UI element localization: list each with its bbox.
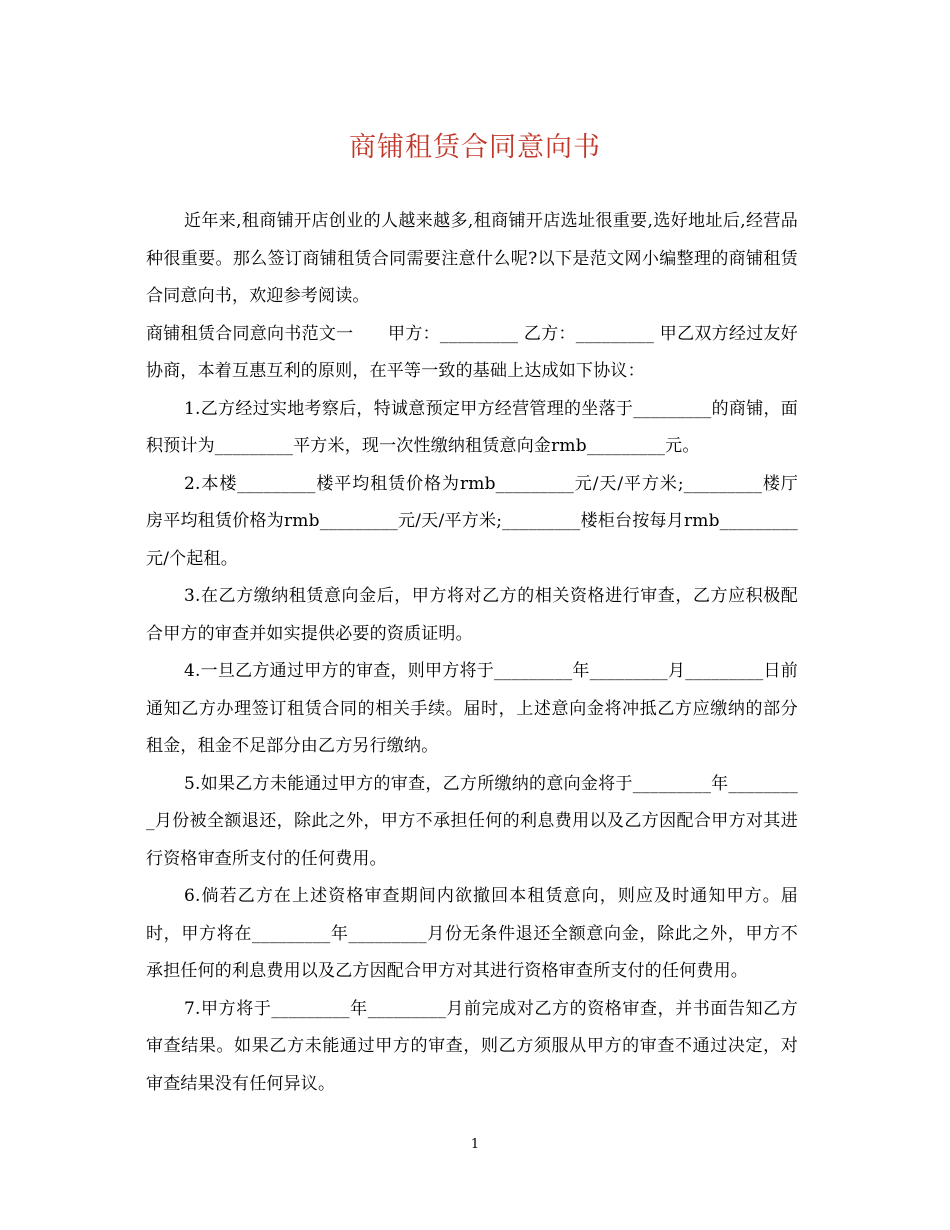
clause-7: 7.甲方将于_________年_________月前完成对乙方的资格审查，并书面告知乙方审查结果。如果乙方未能通过甲方的审查，则乙方须服从甲方的审查不通过决定，对审查结果没有任何异议。 (146, 998, 798, 1094)
document-body (146, 203, 798, 1103)
clause-2: 2.本楼_________楼平均租赁价格为rmb_________元/天/平方米;_________楼厅房平均租赁价格为rmb_________元/天/平方米;_________楼柜台按每月rmb_________元/个起租。 (146, 473, 798, 569)
clause-3: 3.在乙方缴纳租赁意向金后，甲方将对乙方的相关资格进行审查，乙方应积极配合甲方的审查并如实提供必要的资质证明。 (146, 586, 798, 644)
page-number: 1 (470, 1137, 480, 1152)
document-title: 商铺租赁合同意向书 (349, 132, 601, 163)
clause-4: 4.一旦乙方通过甲方的审查，则甲方将于_________年_________月_________日前通知乙方办理签订租赁合同的相关手续。届时，上述意向金将冲抵乙方应缴纳的部分租金，租金不足部分由乙方另行缴纳。 (146, 661, 798, 756)
clause-1: 1.乙方经过实地考察后，特诚意预定甲方经营管理的坐落于_________的商铺，面积预计为_________平方米，现一次性缴纳租赁意向金rmb_________元。 (146, 398, 798, 456)
intro-paragraph: 近年来,租商铺开店创业的人越来越多,租商铺开店选址很重要,选好地址后,经营品种很重要。那么签订商铺租赁合同需要注意什么呢?以下是范文网小编整理的商铺租赁合同意向书，欢迎参考阅读。 (146, 211, 798, 306)
clause-5: 5.如果乙方未能通过甲方的审查，乙方所缴纳的意向金将于_________年_________月份被全额退还，除此之外，甲方不承担任何的利息费用以及乙方因配合甲方对其进行资格审查所支付的任何费用。 (146, 773, 798, 869)
parties-paragraph: 商铺租赁合同意向书范文一 甲方：_________ 乙方：_________ 甲乙双方经过友好协商，本着互惠互利的原则，在平等一致的基础上达成如下协议： (146, 323, 798, 381)
clause-6: 6.倘若乙方在上述资格审查期间内欲撤回本租赁意向，则应及时通知甲方。届时，甲方将在_________年_________月份无条件退还全额意向金，除此之外，甲方不承担任何的利息费用以及乙方因配合甲方对其进行资格审查所支付的任何费用。 (146, 886, 798, 981)
